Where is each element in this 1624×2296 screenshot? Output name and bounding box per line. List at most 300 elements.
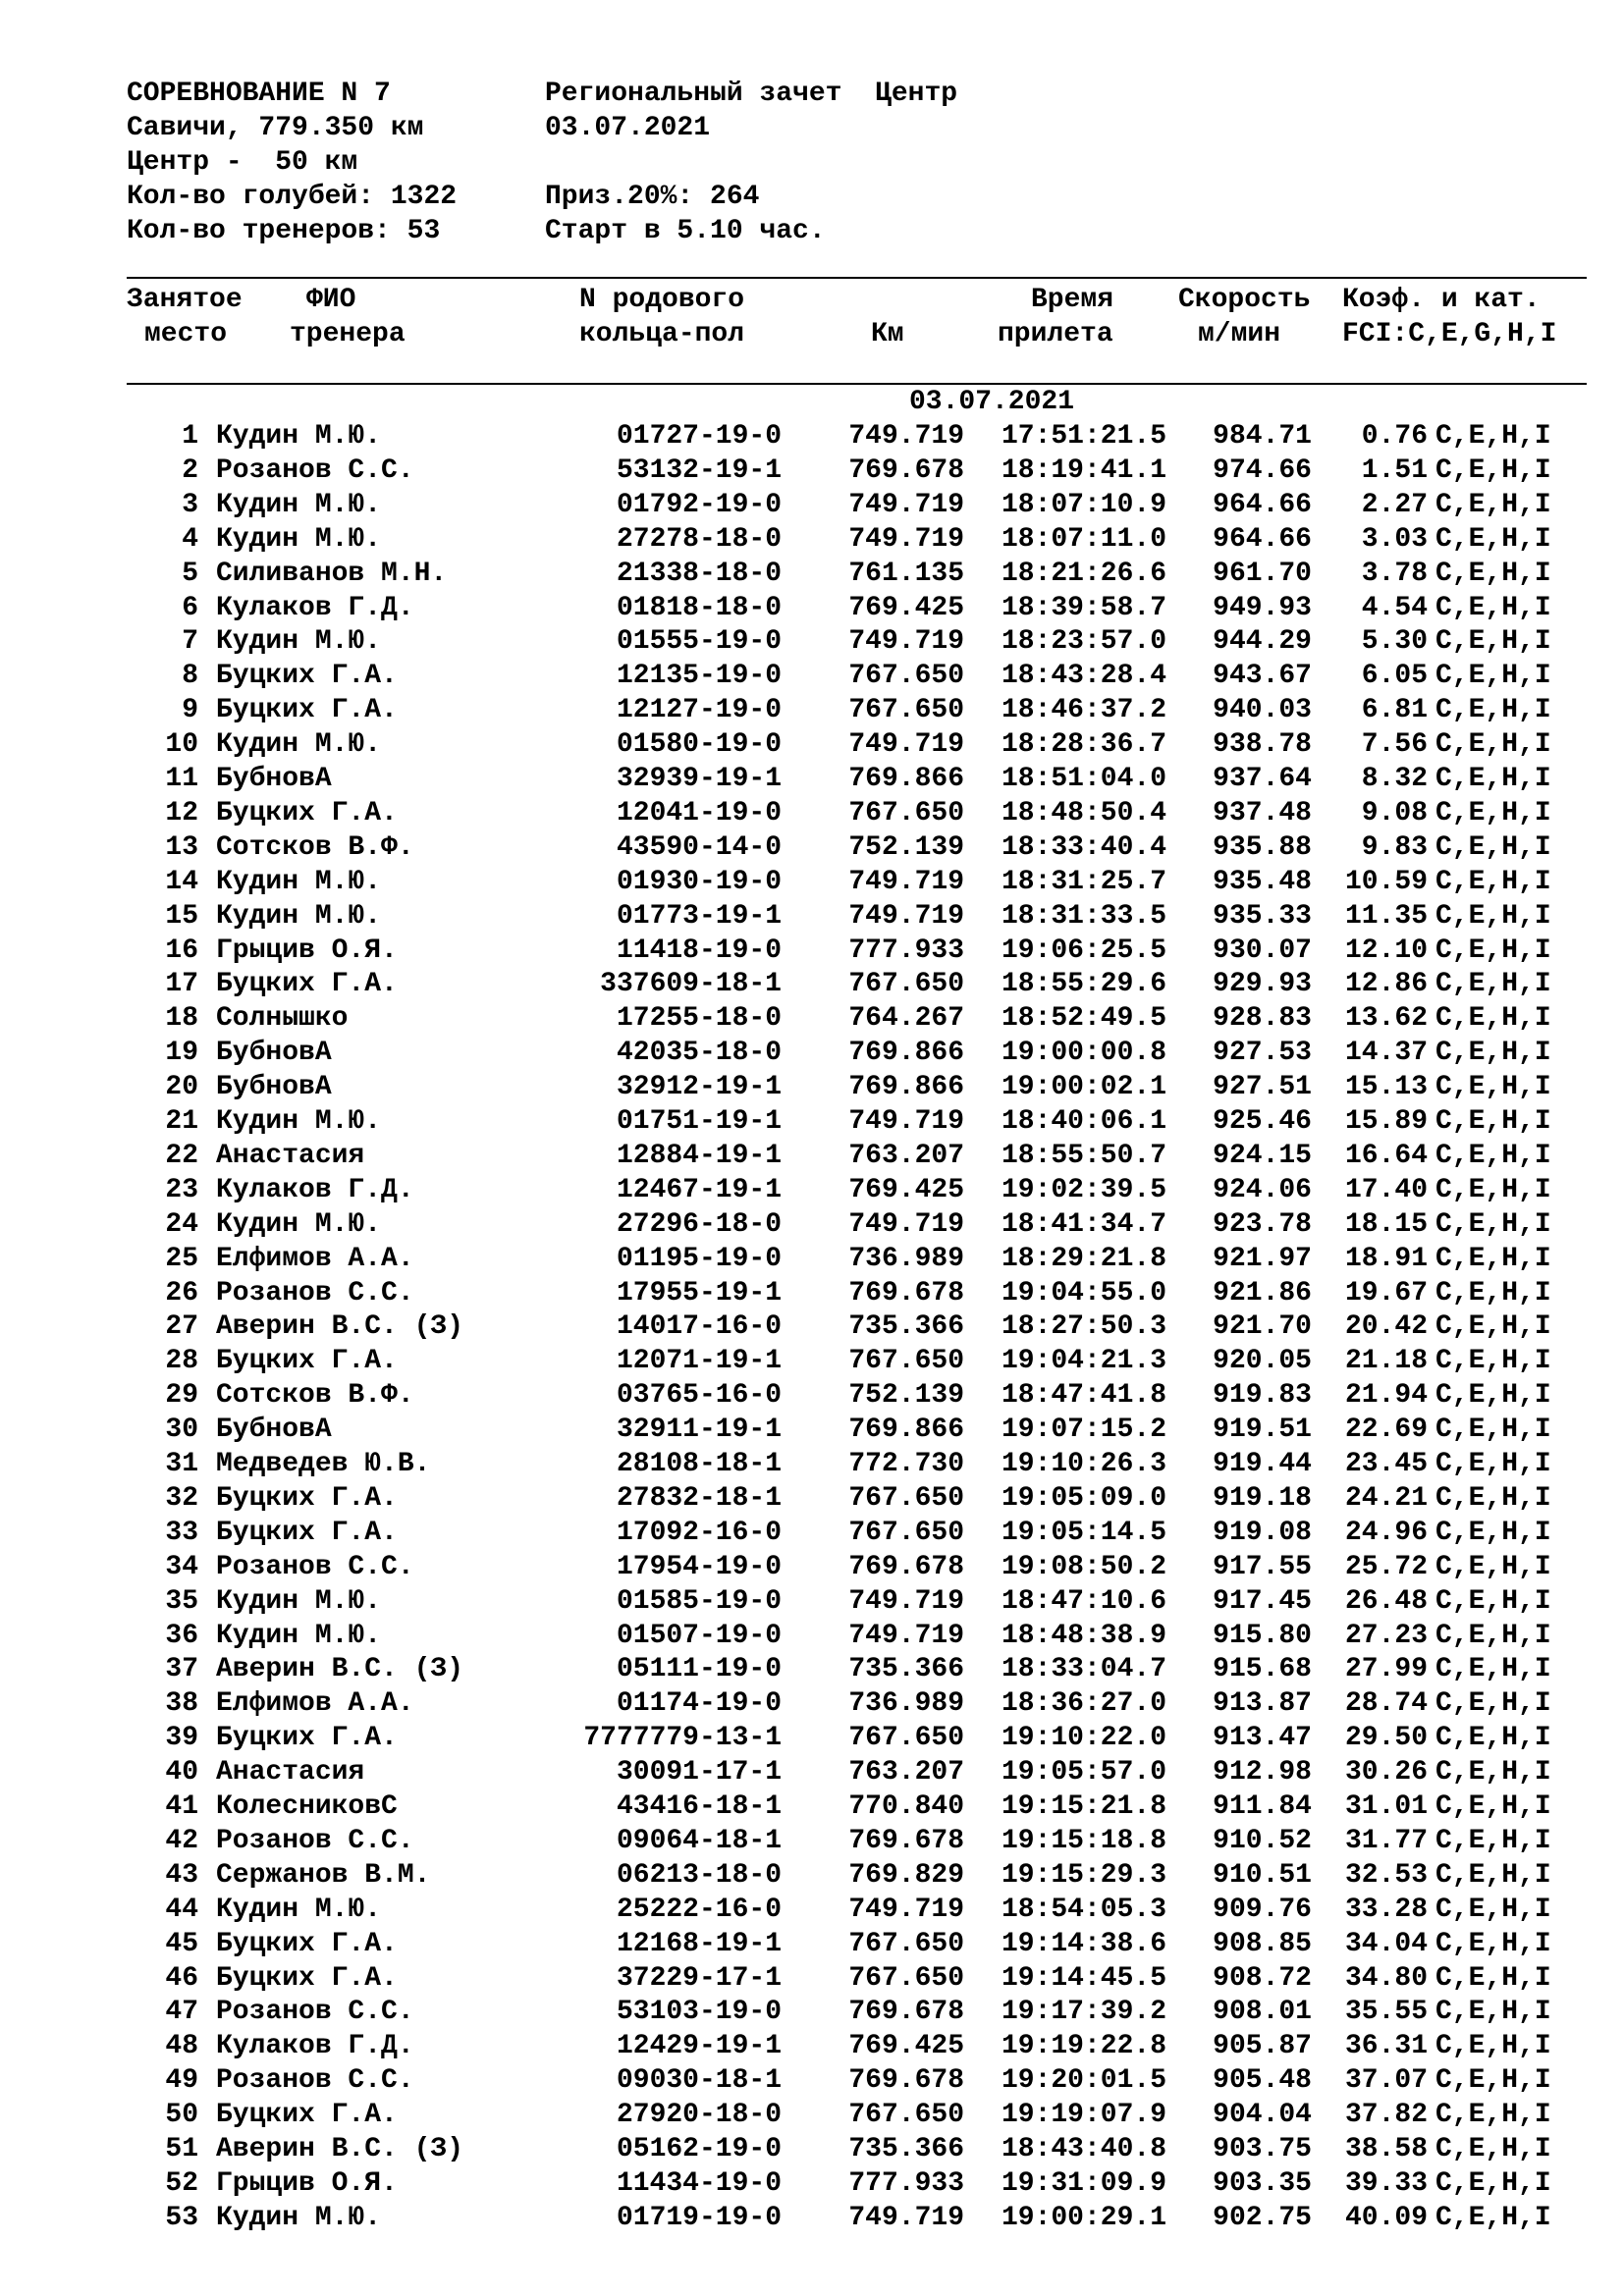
cell-coef: 22.69: [1344, 1415, 1428, 1446]
col-speed-2: м/мин: [1198, 319, 1281, 349]
cell-cat: C,E,H,I: [1435, 900, 1551, 932]
cell-cat: C,E,H,I: [1435, 1997, 1551, 2028]
cell-km: 767.650: [848, 661, 964, 692]
cell-ring: 03765-16-0: [616, 1380, 782, 1412]
cell-time: 19:31:09.9: [1001, 2167, 1166, 2199]
cell-name: Медведев Ю.В.: [216, 1449, 431, 1479]
cell-cat: C,E,H,I: [1435, 1620, 1551, 1651]
cell-km: 767.650: [848, 1482, 964, 1514]
cell-place: 27: [165, 1311, 198, 1343]
cell-place: 6: [182, 592, 198, 623]
cell-speed: 961.70: [1213, 558, 1312, 589]
cell-ring: 53132-19-1: [616, 454, 782, 486]
cell-place: 1: [182, 421, 198, 452]
cell-name: Буцких Г.А.: [216, 1482, 398, 1514]
cell-km: 749.719: [848, 866, 964, 897]
cell-speed: 935.48: [1213, 866, 1312, 897]
cell-speed: 917.55: [1213, 1551, 1312, 1582]
cell-time: 18:07:11.0: [1001, 523, 1166, 555]
cell-km: 736.989: [848, 1688, 964, 1720]
cell-coef: 35.55: [1344, 1997, 1428, 2028]
location-label: Савичи, 779.350 км: [127, 113, 424, 143]
cell-km: 767.650: [848, 797, 964, 828]
cell-speed: 913.47: [1213, 1723, 1312, 1754]
cell-speed: 930.07: [1213, 934, 1312, 966]
cell-cat: C,E,H,I: [1435, 969, 1551, 1000]
cell-ring: 11434-19-0: [616, 2167, 782, 2199]
cell-km: 767.650: [848, 695, 964, 726]
cell-km: 749.719: [848, 421, 964, 452]
cell-coef: 18.15: [1344, 1208, 1428, 1240]
cell-time: 18:47:41.8: [1001, 1380, 1166, 1412]
cell-place: 45: [165, 1928, 198, 1959]
cell-time: 19:06:25.5: [1001, 934, 1166, 966]
cell-cat: C,E,H,I: [1435, 1346, 1551, 1377]
cell-time: 19:04:55.0: [1001, 1277, 1166, 1308]
cell-speed: 928.83: [1213, 1003, 1312, 1035]
cell-place: 51: [165, 2134, 198, 2164]
cell-ring: 53103-19-0: [616, 1997, 782, 2028]
cell-coef: 36.31: [1344, 2031, 1428, 2062]
cell-cat: C,E,H,I: [1435, 1517, 1551, 1548]
cell-speed: 908.72: [1213, 1962, 1312, 1994]
cell-place: 10: [165, 729, 198, 761]
cell-cat: C,E,H,I: [1435, 729, 1551, 761]
cell-name: Кудин М.Ю.: [216, 2202, 382, 2233]
cell-cat: C,E,H,I: [1435, 1174, 1551, 1205]
cell-km: 761.135: [848, 558, 964, 589]
cell-speed: 903.35: [1213, 2167, 1312, 2199]
cell-time: 19:15:18.8: [1001, 1825, 1166, 1856]
cell-time: 19:10:22.0: [1001, 1723, 1166, 1754]
cell-name: Буцких Г.А.: [216, 969, 398, 1000]
cell-km: 767.650: [848, 1723, 964, 1754]
cell-km: 735.366: [848, 1654, 964, 1685]
cell-km: 752.139: [848, 831, 964, 863]
trainers-count: Кол-во тренеров: 53: [127, 216, 441, 246]
cell-name: Кудин М.Ю.: [216, 1106, 382, 1137]
cell-cat: C,E,H,I: [1435, 489, 1551, 520]
col-speed-1: Скорость: [1178, 285, 1311, 315]
cell-km: 767.650: [848, 1517, 964, 1548]
cell-coef: 18.91: [1344, 1243, 1428, 1274]
cell-place: 29: [165, 1380, 198, 1412]
cell-ring: 27296-18-0: [616, 1208, 782, 1240]
cell-cat: C,E,H,I: [1435, 866, 1551, 897]
cell-speed: 924.15: [1213, 1140, 1312, 1171]
cell-place: 11: [165, 764, 198, 794]
cell-km: 749.719: [848, 900, 964, 932]
cell-ring: 32911-19-1: [616, 1415, 782, 1446]
cell-speed: 904.04: [1213, 2100, 1312, 2131]
cell-coef: 15.13: [1344, 1072, 1428, 1103]
cell-coef: 7.56: [1361, 729, 1428, 761]
cell-km: 769.866: [848, 764, 964, 794]
cell-name: БубновА: [216, 1038, 332, 1069]
cell-coef: 39.33: [1344, 2167, 1428, 2199]
cell-km: 749.719: [848, 1106, 964, 1137]
cell-place: 21: [165, 1106, 198, 1137]
cell-time: 19:00:02.1: [1001, 1072, 1166, 1103]
cell-coef: 15.89: [1344, 1106, 1428, 1137]
cell-time: 18:39:58.7: [1001, 592, 1166, 623]
cell-ring: 12429-19-1: [616, 2031, 782, 2062]
cell-name: Розанов С.С.: [216, 1551, 414, 1582]
cell-place: 39: [165, 1723, 198, 1754]
cell-name: Грыцив О.Я.: [216, 2167, 398, 2199]
cell-ring: 01930-19-0: [616, 866, 782, 897]
cell-name: Аверин В.С. (З): [216, 1654, 464, 1685]
cell-cat: C,E,H,I: [1435, 1791, 1551, 1822]
cell-speed: 949.93: [1213, 592, 1312, 623]
cell-km: 769.678: [848, 1825, 964, 1856]
cell-coef: 21.94: [1344, 1380, 1428, 1412]
cell-coef: 6.05: [1361, 661, 1428, 692]
cell-km: 769.678: [848, 1997, 964, 2028]
cell-coef: 12.86: [1344, 969, 1428, 1000]
cell-cat: C,E,H,I: [1435, 1038, 1551, 1069]
cell-cat: C,E,H,I: [1435, 1688, 1551, 1720]
cell-name: Кудин М.Ю.: [216, 900, 382, 932]
cell-name: Розанов С.С.: [216, 1825, 414, 1856]
cell-name: Анастасия: [216, 1757, 365, 1789]
cell-time: 18:36:27.0: [1001, 1688, 1166, 1720]
cell-time: 19:00:00.8: [1001, 1038, 1166, 1069]
cell-km: 749.719: [848, 1208, 964, 1240]
cell-ring: 14017-16-0: [616, 1311, 782, 1343]
cell-coef: 32.53: [1344, 1859, 1428, 1891]
cell-time: 18:46:37.2: [1001, 695, 1166, 726]
cell-ring: 09064-18-1: [616, 1825, 782, 1856]
cell-coef: 12.10: [1344, 934, 1428, 966]
cell-time: 19:00:29.1: [1001, 2202, 1166, 2233]
cell-ring: 17955-19-1: [616, 1277, 782, 1308]
cell-place: 35: [165, 1585, 198, 1617]
cell-name: Сотсков В.Ф.: [216, 1380, 414, 1412]
cell-time: 18:33:04.7: [1001, 1654, 1166, 1685]
cell-place: 46: [165, 1962, 198, 1994]
cell-time: 19:10:26.3: [1001, 1449, 1166, 1479]
cell-place: 44: [165, 1894, 198, 1925]
cell-cat: C,E,H,I: [1435, 1723, 1551, 1754]
cell-cat: C,E,H,I: [1435, 1243, 1551, 1274]
cell-place: 8: [182, 661, 198, 692]
cell-km: 735.366: [848, 2134, 964, 2164]
cell-coef: 27.23: [1344, 1620, 1428, 1651]
cell-speed: 905.87: [1213, 2031, 1312, 2062]
cell-time: 18:41:34.7: [1001, 1208, 1166, 1240]
cell-time: 18:54:05.3: [1001, 1894, 1166, 1925]
col-coef-1: Коэф. и кат.: [1342, 285, 1541, 315]
cell-place: 38: [165, 1688, 198, 1720]
cell-place: 15: [165, 900, 198, 932]
cell-speed: 919.44: [1213, 1449, 1312, 1479]
cell-time: 18:55:50.7: [1001, 1140, 1166, 1171]
cell-name: Солнышко: [216, 1003, 349, 1035]
cell-speed: 974.66: [1213, 454, 1312, 486]
cell-ring: 01555-19-0: [616, 626, 782, 658]
cell-speed: 909.76: [1213, 1894, 1312, 1925]
day-label: 03.07.2021: [908, 387, 1075, 417]
col-time-1: Время: [1031, 285, 1114, 315]
cell-name: Елфимов А.А.: [216, 1243, 414, 1274]
cell-cat: C,E,H,I: [1435, 1825, 1551, 1856]
top-rule: [127, 277, 1587, 279]
cell-place: 24: [165, 1208, 198, 1240]
cell-speed: 944.29: [1213, 626, 1312, 658]
cell-coef: 24.96: [1344, 1517, 1428, 1548]
cell-coef: 23.45: [1344, 1449, 1428, 1479]
cell-time: 18:28:36.7: [1001, 729, 1166, 761]
cell-place: 28: [165, 1346, 198, 1377]
cell-ring: 01751-19-1: [616, 1106, 782, 1137]
cell-name: Кудин М.Ю.: [216, 1620, 382, 1651]
cell-coef: 5.30: [1361, 626, 1428, 658]
cell-place: 36: [165, 1620, 198, 1651]
cell-place: 12: [165, 797, 198, 828]
cell-place: 53: [165, 2202, 198, 2233]
cell-cat: C,E,H,I: [1435, 558, 1551, 589]
cell-km: 749.719: [848, 626, 964, 658]
cell-ring: 05162-19-0: [616, 2134, 782, 2164]
cell-place: 31: [165, 1449, 198, 1479]
cell-ring: 01773-19-1: [616, 900, 782, 932]
cell-name: Буцких Г.А.: [216, 1346, 398, 1377]
cell-ring: 27278-18-0: [616, 523, 782, 555]
cell-coef: 16.64: [1344, 1140, 1428, 1171]
cell-time: 19:07:15.2: [1001, 1415, 1166, 1446]
cell-name: Буцких Г.А.: [216, 1928, 398, 1959]
cell-speed: 920.05: [1213, 1346, 1312, 1377]
cell-cat: C,E,H,I: [1435, 626, 1551, 658]
cell-name: Буцких Г.А.: [216, 797, 398, 828]
cell-km: 769.866: [848, 1038, 964, 1069]
cell-ring: 06213-18-0: [616, 1859, 782, 1891]
cell-coef: 11.35: [1344, 900, 1428, 932]
cell-place: 7: [182, 626, 198, 658]
cell-name: БубновА: [216, 1415, 332, 1446]
cell-name: Елфимов А.А.: [216, 1688, 414, 1720]
cell-coef: 27.99: [1344, 1654, 1428, 1685]
cell-time: 18:52:49.5: [1001, 1003, 1166, 1035]
cell-speed: 913.87: [1213, 1688, 1312, 1720]
cell-km: 767.650: [848, 1962, 964, 1994]
cell-coef: 24.21: [1344, 1482, 1428, 1514]
cell-time: 18:23:57.0: [1001, 626, 1166, 658]
cell-name: Кудин М.Ю.: [216, 523, 382, 555]
cell-coef: 20.42: [1344, 1311, 1428, 1343]
cell-km: 777.933: [848, 2167, 964, 2199]
competition-date: 03.07.2021: [545, 113, 711, 143]
cell-speed: 908.01: [1213, 1997, 1312, 2028]
cell-coef: 10.59: [1344, 866, 1428, 897]
cell-ring: 01818-18-0: [616, 592, 782, 623]
cell-km: 749.719: [848, 1620, 964, 1651]
cell-place: 16: [165, 934, 198, 966]
cell-cat: C,E,H,I: [1435, 454, 1551, 486]
cell-cat: C,E,H,I: [1435, 1072, 1551, 1103]
cell-coef: 6.81: [1361, 695, 1428, 726]
cell-km: 769.425: [848, 592, 964, 623]
cell-km: 749.719: [848, 489, 964, 520]
cell-time: 19:15:21.8: [1001, 1791, 1166, 1822]
cell-km: 769.425: [848, 1174, 964, 1205]
cell-name: Буцких Г.А.: [216, 695, 398, 726]
cell-speed: 919.51: [1213, 1415, 1312, 1446]
cell-ring: 21338-18-0: [616, 558, 782, 589]
cell-coef: 26.48: [1344, 1585, 1428, 1617]
cell-coef: 2.27: [1361, 489, 1428, 520]
cell-name: Розанов С.С.: [216, 2065, 414, 2097]
cell-coef: 8.32: [1361, 764, 1428, 794]
cell-time: 19:20:01.5: [1001, 2065, 1166, 2097]
cell-coef: 37.82: [1344, 2100, 1428, 2131]
cell-cat: C,E,H,I: [1435, 2167, 1551, 2199]
cell-time: 19:14:38.6: [1001, 1928, 1166, 1959]
cell-name: Сержанов В.М.: [216, 1859, 431, 1891]
col-ring-2: кольца-пол: [579, 319, 745, 349]
cell-time: 18:47:10.6: [1001, 1585, 1166, 1617]
cell-coef: 34.80: [1344, 1962, 1428, 1994]
cell-ring: 01507-19-0: [616, 1620, 782, 1651]
cell-ring: 27832-18-1: [616, 1482, 782, 1514]
cell-place: 41: [165, 1791, 198, 1822]
cell-ring: 05111-19-0: [616, 1654, 782, 1685]
cell-km: 769.829: [848, 1859, 964, 1891]
cell-ring: 12884-19-1: [616, 1140, 782, 1171]
cell-time: 19:04:21.3: [1001, 1346, 1166, 1377]
cell-coef: 31.01: [1344, 1791, 1428, 1822]
cell-cat: C,E,H,I: [1435, 1757, 1551, 1789]
cell-coef: 40.09: [1344, 2202, 1428, 2233]
cell-place: 49: [165, 2065, 198, 2097]
cell-speed: 919.08: [1213, 1517, 1312, 1548]
cell-ring: 01580-19-0: [616, 729, 782, 761]
prize-count: Приз.20%: 264: [545, 182, 760, 212]
cell-km: 770.840: [848, 1791, 964, 1822]
cell-name: Анастасия: [216, 1140, 365, 1171]
cell-km: 752.139: [848, 1380, 964, 1412]
cell-ring: 32912-19-1: [616, 1072, 782, 1103]
cell-speed: 927.53: [1213, 1038, 1312, 1069]
cell-ring: 11418-19-0: [616, 934, 782, 966]
cell-time: 19:05:09.0: [1001, 1482, 1166, 1514]
cell-name: Буцких Г.А.: [216, 661, 398, 692]
cell-cat: C,E,H,I: [1435, 1894, 1551, 1925]
cell-cat: C,E,H,I: [1435, 797, 1551, 828]
cell-place: 19: [165, 1038, 198, 1069]
cell-cat: C,E,H,I: [1435, 1277, 1551, 1308]
cell-ring: 09030-18-1: [616, 2065, 782, 2097]
cell-coef: 21.18: [1344, 1346, 1428, 1377]
cell-speed: 938.78: [1213, 729, 1312, 761]
cell-coef: 17.40: [1344, 1174, 1428, 1205]
cell-cat: C,E,H,I: [1435, 2202, 1551, 2233]
col-name-2: тренера: [290, 319, 406, 349]
cell-km: 763.207: [848, 1757, 964, 1789]
cell-name: Розанов С.С.: [216, 454, 414, 486]
cell-speed: 935.33: [1213, 900, 1312, 932]
cell-coef: 13.62: [1344, 1003, 1428, 1035]
cell-cat: C,E,H,I: [1435, 1962, 1551, 1994]
cell-cat: C,E,H,I: [1435, 1380, 1551, 1412]
cell-coef: 0.76: [1361, 421, 1428, 452]
cell-speed: 908.85: [1213, 1928, 1312, 1959]
cell-name: Буцких Г.А.: [216, 1517, 398, 1548]
cell-speed: 902.75: [1213, 2202, 1312, 2233]
cell-ring: 32939-19-1: [616, 764, 782, 794]
cell-km: 769.678: [848, 1277, 964, 1308]
cell-coef: 33.28: [1344, 1894, 1428, 1925]
cell-cat: C,E,H,I: [1435, 2031, 1551, 2062]
cell-cat: C,E,H,I: [1435, 592, 1551, 623]
cell-km: 769.678: [848, 1551, 964, 1582]
cell-name: Аверин В.С. (З): [216, 2134, 464, 2164]
cell-speed: 937.48: [1213, 797, 1312, 828]
cell-coef: 4.54: [1361, 592, 1428, 623]
cell-name: Кудин М.Ю.: [216, 626, 382, 658]
cell-time: 18:19:41.1: [1001, 454, 1166, 486]
cell-cat: C,E,H,I: [1435, 1859, 1551, 1891]
cell-name: Кудин М.Ю.: [216, 1208, 382, 1240]
cell-time: 18:55:29.6: [1001, 969, 1166, 1000]
cell-speed: 925.46: [1213, 1106, 1312, 1137]
cell-ring: 27920-18-0: [616, 2100, 782, 2131]
cell-speed: 964.66: [1213, 523, 1312, 555]
col-km: Км: [871, 319, 904, 349]
cell-time: 18:43:28.4: [1001, 661, 1166, 692]
cell-speed: 917.45: [1213, 1585, 1312, 1617]
cell-km: 777.933: [848, 934, 964, 966]
cell-cat: C,E,H,I: [1435, 2134, 1551, 2164]
cell-coef: 3.78: [1361, 558, 1428, 589]
cell-place: 50: [165, 2100, 198, 2131]
cell-ring: 12071-19-1: [616, 1346, 782, 1377]
cell-time: 19:05:57.0: [1001, 1757, 1166, 1789]
cell-place: 18: [165, 1003, 198, 1035]
cell-ring: 30091-17-1: [616, 1757, 782, 1789]
cell-time: 18:43:40.8: [1001, 2134, 1166, 2164]
cell-place: 47: [165, 1997, 198, 2028]
cell-place: 37: [165, 1654, 198, 1685]
pigeons-count: Кол-во голубей: 1322: [127, 182, 458, 212]
cell-name: Кудин М.Ю.: [216, 866, 382, 897]
cell-place: 22: [165, 1140, 198, 1171]
cell-place: 26: [165, 1277, 198, 1308]
cell-name: Розанов С.С.: [216, 1277, 414, 1308]
cell-time: 18:40:06.1: [1001, 1106, 1166, 1137]
cell-cat: C,E,H,I: [1435, 2065, 1551, 2097]
cell-ring: 01792-19-0: [616, 489, 782, 520]
cell-time: 18:27:50.3: [1001, 1311, 1166, 1343]
cell-km: 767.650: [848, 969, 964, 1000]
cell-name: Кудин М.Ю.: [216, 1894, 382, 1925]
cell-km: 763.207: [848, 1140, 964, 1171]
cell-time: 18:29:21.8: [1001, 1243, 1166, 1274]
cell-ring: 12127-19-0: [616, 695, 782, 726]
cell-speed: 915.80: [1213, 1620, 1312, 1651]
cell-ring: 01585-19-0: [616, 1585, 782, 1617]
cell-name: БубновА: [216, 1072, 332, 1103]
cell-speed: 915.68: [1213, 1654, 1312, 1685]
cell-speed: 910.52: [1213, 1825, 1312, 1856]
cell-coef: 9.08: [1361, 797, 1428, 828]
cell-coef: 9.83: [1361, 831, 1428, 863]
cell-name: КолесниковС: [216, 1791, 398, 1822]
col-name-1: ФИО: [306, 285, 356, 315]
cell-speed: 919.18: [1213, 1482, 1312, 1514]
cell-coef: 19.67: [1344, 1277, 1428, 1308]
